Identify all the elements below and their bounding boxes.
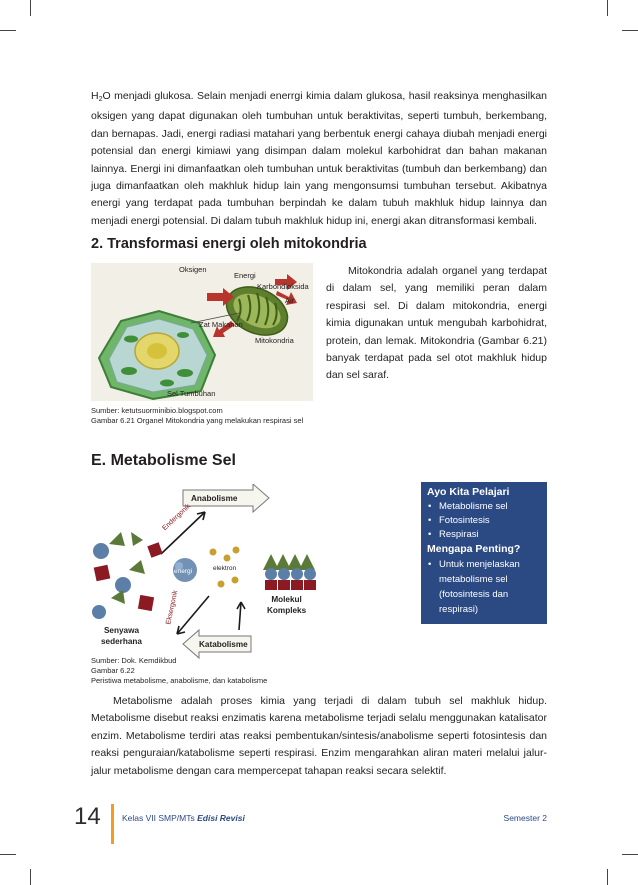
mitokondria-paragraph: Mitokondria adalah organel yang terdapat di dalam sel, yang memiliki peran dalam respirasi sel. Di dalam mitokondria, energi kimia digunakan untuk mengubah karbohidrat, protein, dan lemak. Mitokondria (Gambar 6.21) banyak terdapat pada sel otot makhluk hidup dan sel saraf.	[326, 265, 547, 382]
crop-mark	[30, 0, 31, 16]
intro-paragraph	[91, 88, 547, 230]
endergonik-label: Endergonik	[161, 502, 193, 533]
learning-panel	[421, 482, 547, 624]
footer-edition: Edisi Revisi	[197, 813, 245, 823]
page-number: 14	[74, 803, 101, 830]
footer-book: Kelas VII SMP/MTs	[122, 813, 195, 823]
figure-caption: Gambar 6.21 Organel Mitokondria yang melakukan respirasi sel	[91, 416, 304, 425]
eksergonik-label: Eksergonik	[165, 589, 180, 626]
intro-text: O menjadi glukosa. Selain menjadi enerrgi kimia dalam glukosa, hasil reaksinya menghasilkan oksigen yang dapat digunakan oleh tumbuhan untuk beraktivitas, seperti tumbuh, berkembang, dan bernapas. Jadi, energi radiasi matahari yang berbentuk energi cahaya diubah menjadi energi potensial dan energi kimiawi yang disimpan dalam molekul karbohidrat dan bahan makanan lainnya. Energi ini dimanfaatkan oleh tumbuhan untuk beraktivitas (tumbuh dan berkembang) dan juga dimanfaatkan oleh makhluk hidup lain yang mengonsumsi tumbuhan tersebut. Akibatnya energi yang terdapat pada tumbuhan berpindah ke dalam tubuh makhluk hidup lainnya dan menjadi energi potensial. Di dalam tubuh makhluk hidup ini, energi akan ditransformasi kembali.	[91, 90, 547, 227]
crop-mark	[622, 854, 638, 855]
panel-title-ayo: Ayo Kita Pelajari	[427, 486, 510, 498]
label-zat-makanan: Zat Makanan	[199, 320, 243, 329]
panel-item: • Fotosintesis	[428, 514, 547, 528]
section-heading-mitokondria: 2. Transformasi energi oleh mitokondria	[91, 236, 367, 252]
footer-book-title	[122, 813, 245, 823]
section-heading-metabolisme: E. Metabolisme Sel	[91, 452, 236, 469]
elektron-label: elektron	[213, 565, 237, 572]
footer-divider	[111, 804, 114, 844]
crop-mark	[622, 30, 638, 31]
energi-label: energi	[174, 568, 193, 575]
katabolisme-label: Katabolisme	[199, 640, 248, 649]
diagram-caption-number: Gambar 6.22	[91, 666, 135, 675]
label-oksigen: Oksigen	[179, 265, 207, 274]
metabolisme-paragraph: Metabolisme adalah proses kimia yang terjadi di dalam tubuh sel makhluk hidup. Metabolisme disebut reaksi enzimatis karena metabolisme terjadi selalu menggunakan katalisator enzim. Metabolisme terdiri atas reaksi pembentukan/sintesis/anabolisme seperti fotosintesis dan reaksi penguraian/katabolisme seperti respirasi. Enzim mengarahkan aliran materi melalui jalur-jalur metabolisme dengan cara mempercepat tahapan reaksi secara selektif.	[91, 695, 547, 777]
diagram-caption-source: Sumber: Dok. Kemdikbud	[91, 656, 177, 665]
panel-item: • Respirasi	[428, 528, 547, 542]
label-energi: Energi	[234, 271, 256, 280]
panel-item: • Untuk menjelaskan metabolisme sel (fotosintesis dan respirasi)	[428, 557, 547, 617]
crop-mark	[0, 854, 16, 855]
panel-list-topics	[421, 500, 547, 542]
panel-title-penting: Mengapa Penting?	[427, 543, 521, 555]
label-mitokondria: Mitokondria	[255, 336, 294, 345]
h2o-h: H	[91, 90, 99, 102]
crop-mark	[607, 869, 608, 885]
diagram-caption-text: Peristiwa metabolisme, anabolisme, dan katabolisme	[91, 676, 268, 685]
panel-item: • Metabolisme sel	[428, 500, 547, 514]
figure-source: Sumber: ketutsuorminibio.blogspot.com	[91, 406, 223, 415]
metabolism-diagram	[91, 484, 411, 660]
label-sel-tumbuhan: Sel Tumbuhan	[167, 389, 216, 398]
crop-mark	[30, 869, 31, 885]
mitochondria-figure	[91, 263, 313, 401]
crop-mark	[607, 0, 608, 16]
label-air: Air	[285, 296, 295, 305]
anabolisme-label: Anabolisme	[191, 494, 238, 503]
senyawa-sederhana-label: Senyawa sederhana	[101, 626, 142, 646]
panel-list-reasons	[421, 557, 547, 617]
crop-mark	[0, 30, 16, 31]
label-karbondioksida: Karbondioksida	[257, 282, 309, 291]
molekul-kompleks-label: Molekul Kompleks	[267, 595, 307, 615]
footer-semester: Semester 2	[503, 813, 547, 823]
h2o-subscript: 2	[98, 96, 103, 103]
